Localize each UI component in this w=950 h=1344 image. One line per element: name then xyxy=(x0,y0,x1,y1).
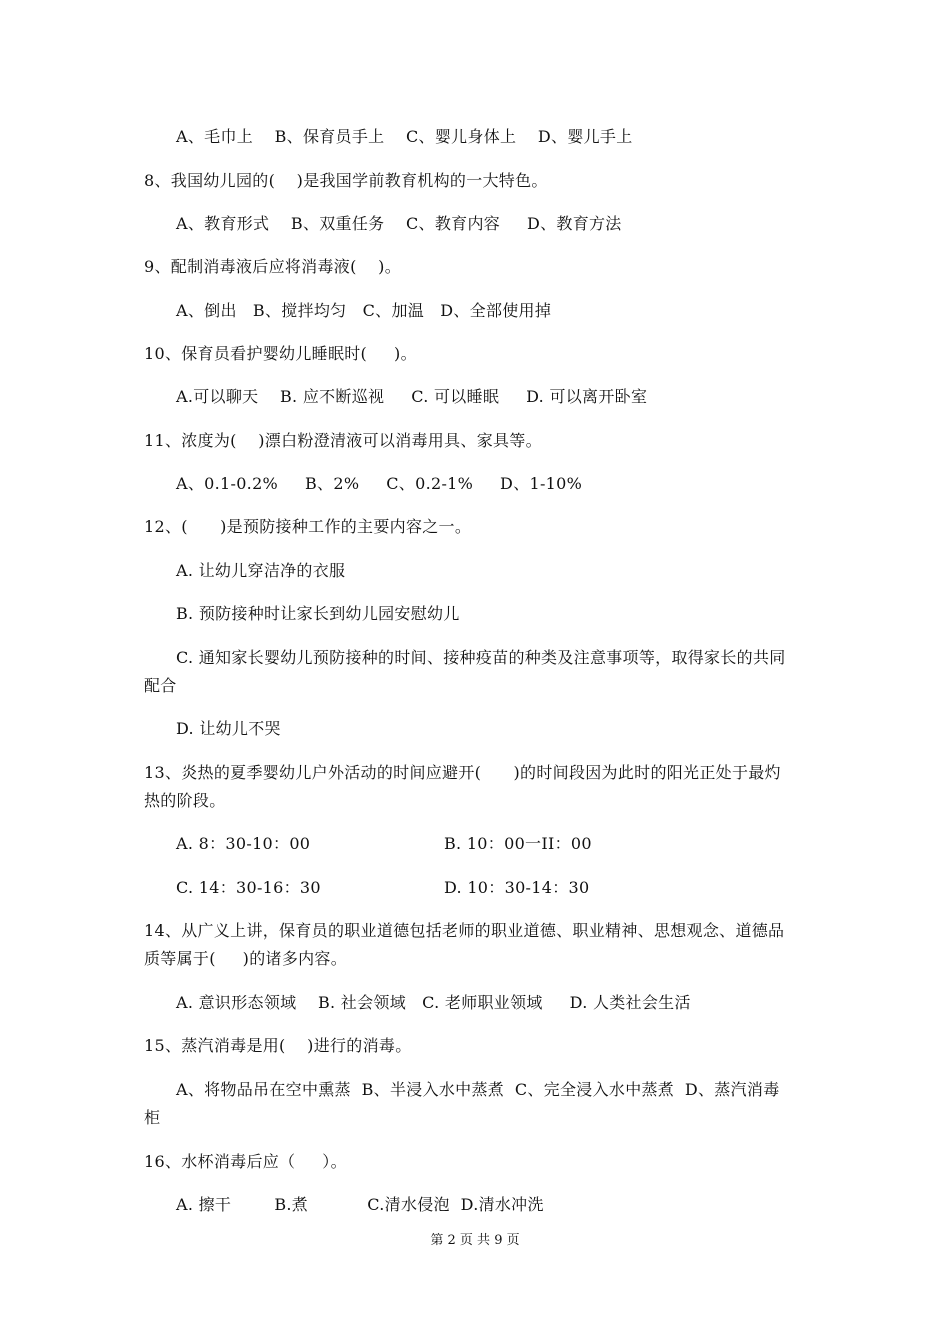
q12-option-d: D. 让幼儿不哭 xyxy=(176,719,281,738)
q13-option-c: C. 14：30-16：30 xyxy=(176,878,321,897)
q9-stem: 9、配制消毒液后应将消毒液( )。 xyxy=(144,257,402,276)
q11-options: A、0.1-0.2% B、2% C、0.2-1% D、1-10% xyxy=(176,474,583,493)
q12-option-a: A. 让幼儿穿洁净的衣服 xyxy=(176,561,346,580)
q12-stem: 12、( )是预防接种工作的主要内容之一。 xyxy=(144,517,472,536)
q15-options-cont: 柜 xyxy=(144,1108,161,1127)
q15-options: A、将物品吊在空中熏蒸 B、半浸入水中蒸煮 C、完全浸入水中蒸煮 D、蒸汽消毒 xyxy=(176,1080,780,1099)
q10-options: A.可以聊天 B. 应不断巡视 C. 可以睡眠 D. 可以离开卧室 xyxy=(176,387,648,406)
q12-option-b: B. 预防接种时让家长到幼儿园安慰幼儿 xyxy=(176,604,460,623)
q13-stem-cont: 热的阶段。 xyxy=(144,791,226,810)
q16-options: A. 擦干 B.煮 C.清水侵泡 D.清水冲洗 xyxy=(176,1195,544,1214)
q8-stem: 8、我国幼儿园的( )是我国学前教育机构的一大特色。 xyxy=(144,171,548,190)
q14-stem-cont: 质等属于( )的诸多内容。 xyxy=(144,949,348,968)
q14-stem: 14、从广义上讲，保育员的职业道德包括老师的职业道德、职业精神、思想观念、道德品 xyxy=(144,921,785,940)
q14-options: A. 意识形态领域 B. 社会领域 C. 老师职业领域 D. 人类社会生活 xyxy=(176,993,691,1012)
q13-stem: 13、炎热的夏季婴幼儿户外活动的时间应避开( )的时间段因为此时的阳光正处于最灼 xyxy=(144,763,781,782)
q11-stem: 11、浓度为( )漂白粉澄清液可以消毒用具、家具等。 xyxy=(144,431,542,450)
page-footer: 第 2 页 共 9 页 xyxy=(430,1233,520,1248)
q12-option-c: C. 通知家长婴幼儿预防接种的时间、接种疫苗的种类及注意事项等，取得家长的共同 xyxy=(176,648,786,667)
q9-options: A、倒出 B、搅拌均匀 C、加温 D、全部使用掉 xyxy=(176,301,552,320)
q13-option-a: A. 8：30-10：00 xyxy=(176,834,311,853)
q12-option-c-cont: 配合 xyxy=(144,676,177,695)
q13-option-b: B. 10：00一II：00 xyxy=(444,834,592,853)
q16-stem: 16、水杯消毒后应（ ）。 xyxy=(144,1152,347,1171)
q10-stem: 10、保育员看护婴幼儿睡眠时( )。 xyxy=(144,344,417,363)
q7-options: A、毛巾上 B、保育员手上 C、婴儿身体上 D、婴儿手上 xyxy=(176,127,633,146)
q13-option-d: D. 10：30-14：30 xyxy=(444,878,590,897)
q15-stem: 15、蒸汽消毒是用( )进行的消毒。 xyxy=(144,1036,412,1055)
q8-options: A、教育形式 B、双重任务 C、教育内容 D、教育方法 xyxy=(176,214,622,233)
